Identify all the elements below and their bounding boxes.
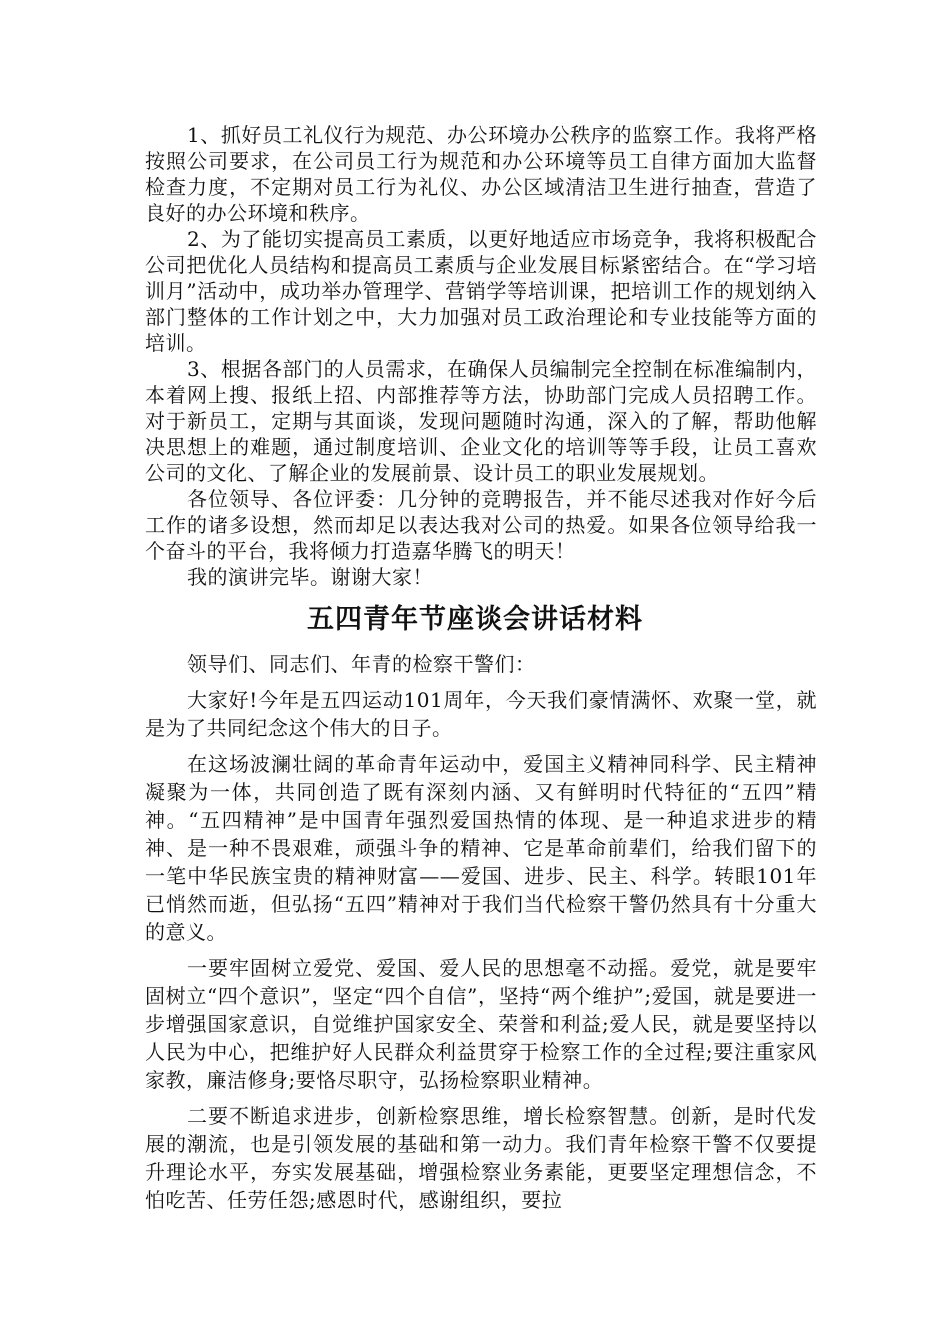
paragraph: 领导们、同志们、年青的检察干警们：	[187, 652, 536, 676]
paragraph: 一要牢固树立爱党、爱国、爱人民的思想毫不动摇。爱党，就是要牢固树立“四个意识”，坚定“四个自信”，坚持“两个维护”;爱国，就是要进一步增强国家意识，自觉维护国家安全、荣誉和利益;爱人民，就是要坚持以人民为中心，把维护好人民群众利益贯穿于检察工作的全过程;要注重家风家教，廉洁修身;要恪尽职守，弘扬检察职业精神。	[145, 956, 817, 1092]
paragraph: 在这场波澜壮阔的革命青年运动中，爱国主义精神同科学、民主精神凝聚为一体，共同创造了既有深刻内涵、又有鲜明时代特征的“五四”精神。“五四精神”是中国青年强烈爱国热情的体现、是一种追求进步的精神、是一种不畏艰难，顽强斗争的精神、它是革命前辈们，给我们留下的一笔中华民族宝贵的精神财富——爱国、进步、民主、科学。转眼101年已悄然而逝，但弘扬“五四”精神对于我们当代检察干警仍然具有十分重大的意义。	[145, 752, 817, 944]
paragraph: 1、抓好员工礼仪行为规范、办公环境办公秩序的监察工作。我将严格按照公司要求，在公司员工行为规范和办公环境等员工自律方面加大监督检查力度，不定期对员工行为礼仪、办公区域清洁卫生进行抽查，营造了良好的办公环境和秩序。	[145, 123, 817, 225]
paragraph: 3、根据各部门的人员需求，在确保人员编制完全控制在标准编制内，本着网上搜、报纸上招、内部推荐等方法，协助部门完成人员招聘工作。对于新员工，定期与其面谈，发现问题随时沟通，深入的了解，帮助他解决思想上的难题，通过制度培训、企业文化的培训等等手段，让员工喜欢公司的文化、了解企业的发展前景、设计员工的职业发展规划。	[145, 357, 817, 485]
section-title: 五四青年节座谈会讲话材料	[307, 604, 643, 635]
second-section	[145, 650, 817, 1222]
first-section	[145, 122, 817, 590]
paragraph: 大家好!今年是五四运动101周年，今天我们豪情满怀、欢聚一堂，就是为了共同纪念这个伟大的日子。	[145, 688, 817, 740]
paragraph: 我的演讲完毕。谢谢大家！	[187, 565, 433, 589]
paragraph: 二要不断追求进步，创新检察思维，增长检察智慧。创新，是时代发展的潮流，也是引领发展的基础和第一动力。我们青年检察干警不仅要提升理论水平，夯实发展基础，增强检察业务素能，更要坚定理想信念，不怕吃苦、任劳任怨;感恩时代，感谢组织，要拉	[145, 1104, 817, 1212]
paragraph: 各位领导、各位评委：几分钟的竞聘报告，并不能尽述我对作好今后工作的诸多设想，然而却足以表达我对公司的热爱。如果各位领导给我一个奋斗的平台，我将倾力打造嘉华腾飞的明天！	[145, 487, 817, 563]
paragraph: 2、为了能切实提高员工素质，以更好地适应市场竞争，我将积极配合公司把优化人员结构和提高员工素质与企业发展目标紧密结合。在“学习培训月”活动中，成功举办管理学、营销学等培训课，把培训工作的规划纳入部门整体的工作计划之中，大力加强对员工政治理论和专业技能等方面的培训。	[145, 227, 817, 355]
